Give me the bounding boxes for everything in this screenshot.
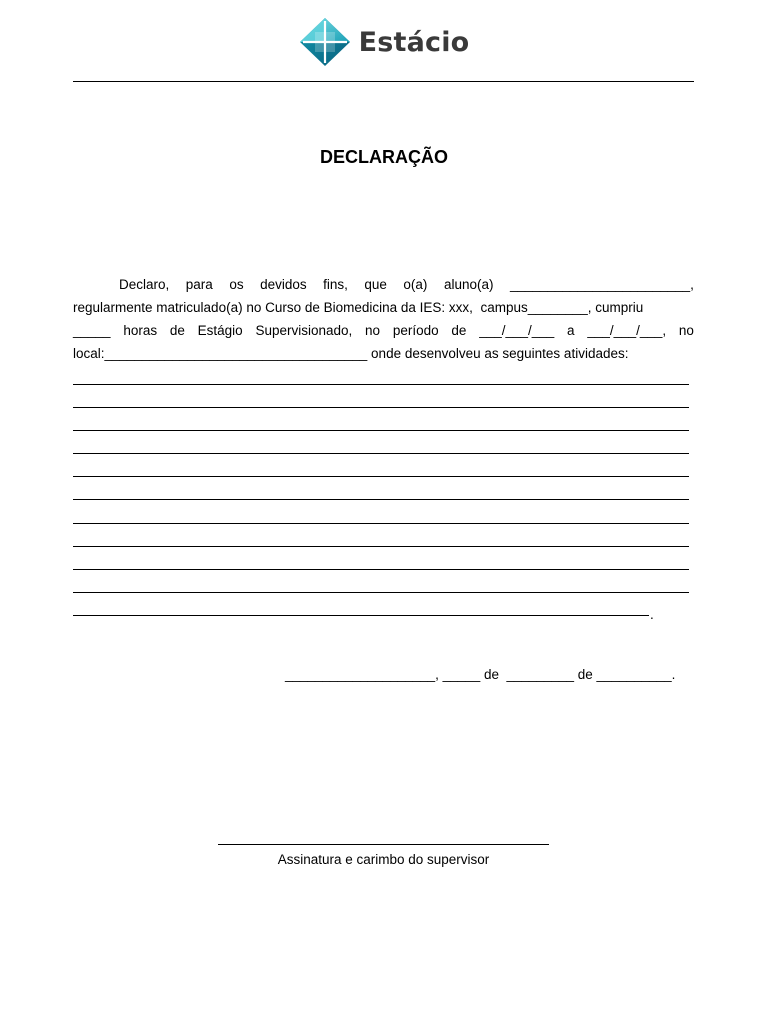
blank-fill-line <box>73 453 689 476</box>
declaration-paragraph <box>73 273 694 365</box>
estacio-logo <box>299 17 470 67</box>
paragraph-word: local:___________________________________ onde desenvolveu as seguintes atividades: <box>73 346 629 361</box>
paragraph-word: aluno(a) <box>443 277 494 292</box>
paragraph-word: Supervisionado, <box>255 323 353 338</box>
blank-fill-line-last: . <box>73 615 689 638</box>
paragraph-word: os <box>229 277 244 292</box>
paragraph-word: a <box>567 323 575 338</box>
paragraph-word: Estágio <box>197 323 243 338</box>
paragraph-line-4 <box>73 342 694 365</box>
blank-fill-line <box>73 569 689 592</box>
logo-text: Estácio <box>358 26 470 58</box>
paragraph-word: _____ <box>73 323 111 338</box>
paragraph-word: ________________________, <box>509 277 694 292</box>
paragraph-word: para <box>185 277 213 292</box>
header-divider <box>73 81 694 82</box>
paragraph-word: no <box>678 323 694 338</box>
paragraph-word: que <box>364 277 387 292</box>
paragraph-word: período <box>392 323 439 338</box>
blank-fill-line <box>73 430 689 453</box>
signature-line <box>218 844 549 845</box>
blank-fill-line <box>73 546 689 569</box>
paragraph-word: horas <box>123 323 158 338</box>
paragraph-word: ___/___/___, <box>587 323 667 338</box>
blank-fill-line <box>73 499 689 522</box>
paragraph-word: de <box>169 323 185 338</box>
paragraph-word: de <box>451 323 467 338</box>
blank-fill-line <box>73 523 689 546</box>
blank-fill-line <box>73 476 689 499</box>
activities-blank-lines <box>73 384 689 638</box>
paragraph-word: devidos <box>260 277 307 292</box>
blank-fill-line <box>73 592 689 615</box>
paragraph-word: Declaro, <box>119 277 170 292</box>
document-title: DECLARAÇÃO <box>320 147 448 167</box>
paragraph-line-3 <box>73 319 694 342</box>
signature-label: Assinatura e carimbo do supervisor <box>277 852 490 867</box>
blank-fill-line <box>73 407 689 430</box>
paragraph-word: o(a) <box>403 277 428 292</box>
paragraph-word: no <box>365 323 381 338</box>
document-header <box>0 14 768 70</box>
date-line: ____________________, _____ de _________ de __________. <box>285 667 676 682</box>
paragraph-word: regularmente matriculado(a) no Curso de Biomedicina da IES: xxx, campus________, cumpriu <box>73 300 644 315</box>
paragraph-word: ___/___/___ <box>479 323 555 338</box>
paragraph-word: fins, <box>323 277 348 292</box>
blank-fill-bar <box>73 615 649 616</box>
estacio-diamond-logo-icon <box>299 17 351 67</box>
paragraph-line-2 <box>73 296 694 319</box>
blank-fill-line <box>73 384 689 407</box>
paragraph-line-1 <box>73 273 694 296</box>
